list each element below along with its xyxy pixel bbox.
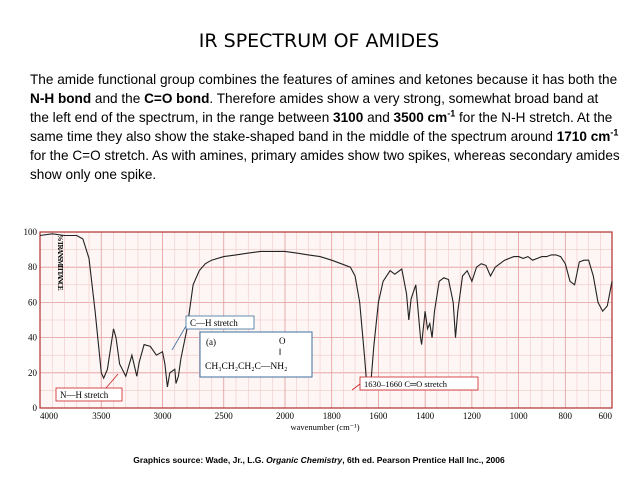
intro-text-5: for the N-H stretch. At the same time they also show the stake-shaped band in the middle of the spectrum around (30, 110, 613, 144)
inset-formula: CH₃CH₂CH₂C—NH₂ (205, 362, 288, 372)
y-axis-label: % TRANSMITTANCE (56, 234, 64, 290)
x-tick-label: 2500 (214, 411, 233, 421)
range-high-value: 3500 cm (393, 110, 448, 125)
x-tick-label: 1800 (322, 411, 341, 421)
x-tick-label: 4000 (40, 411, 58, 421)
range-high-unit-exponent: -1 (447, 108, 456, 119)
carbonyl-emphasis (557, 129, 619, 144)
caption-suffix: , 6th ed. Pearson Prentice Hall Inc., 2006 (342, 455, 505, 465)
intro-paragraph (30, 70, 620, 184)
nh-bond-emphasis: N-H bond (30, 91, 92, 106)
carbonyl-unit-exponent: -1 (610, 127, 619, 138)
x-tick-label: 2000 (276, 411, 294, 421)
x-axis-label: wavenumber (cm⁻¹) (290, 422, 360, 432)
co-bond-emphasis: C=O bond (144, 91, 210, 106)
y-axis-ticks (24, 227, 38, 413)
ch-stretch-label: C—H stretch (190, 318, 238, 328)
caption-prefix: Graphics source: Wade, Jr., L.G. (133, 455, 267, 465)
x-axis-ticks (40, 411, 613, 421)
inset-label: (a) (206, 337, 216, 347)
ir-spectrum-chart (0, 222, 638, 452)
range-high-emphasis (394, 110, 456, 125)
inset-double-bond: ‖ (279, 347, 282, 357)
slide-title: IR SPECTRUM OF AMIDES (198, 30, 440, 52)
intro-text-4: and (363, 110, 394, 125)
x-tick-label: 1000 (509, 411, 528, 421)
y-tick-label: 100 (23, 227, 37, 237)
x-tick-label: 1400 (416, 411, 435, 421)
intro-text-6: for the C=O stretch. As with amines, primary amides show two spikes, whereas secondary amides show only one spike. (30, 148, 620, 182)
inset-atom-o: O (279, 336, 286, 346)
carbonyl-value: 1710 cm (556, 129, 611, 144)
y-tick-label: 0 (32, 403, 37, 413)
y-tick-label: 40 (28, 332, 37, 343)
caption-book-title: Organic Chemistry (266, 455, 343, 465)
intro-text-1: The amide functional group combines the features of amines and ketones because it has both the (30, 72, 618, 87)
x-tick-label: 800 (558, 411, 573, 421)
x-tick-label: 3000 (153, 411, 172, 421)
range-low-emphasis: 3100 (333, 110, 364, 125)
y-tick-label: 60 (28, 297, 37, 308)
graphics-source-caption (0, 455, 638, 465)
x-tick-label: 1600 (369, 411, 388, 421)
nh-stretch-label: N—H stretch (60, 390, 109, 400)
intro-text-2: and the (91, 91, 145, 106)
formula-inset (200, 332, 312, 377)
x-tick-label: 1200 (462, 411, 481, 421)
y-tick-label: 80 (28, 262, 37, 273)
y-tick-label: 20 (28, 367, 37, 378)
x-tick-label: 3500 (92, 411, 111, 421)
co-stretch-label: 1630–1660 C═O stretch (364, 379, 447, 389)
intro-text-3: . Therefore amides show a very strong, somewhat broad band at the left end of the spectrum, in the range between (30, 91, 599, 125)
x-tick-label: 600 (598, 411, 612, 421)
co-stretch-annotation (352, 377, 478, 390)
